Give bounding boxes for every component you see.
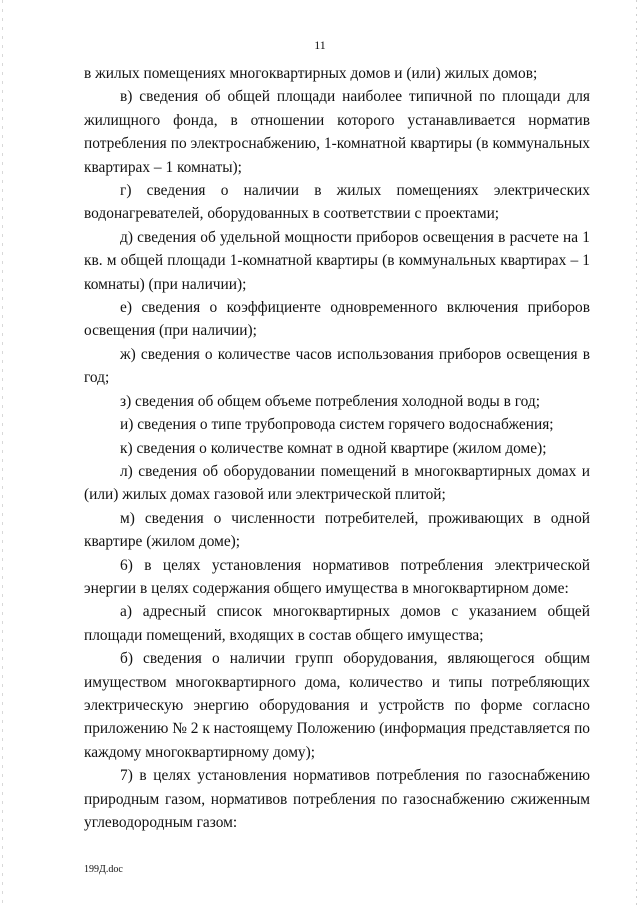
scan-edge-left xyxy=(2,0,3,905)
paragraph-item-v: в) сведения об общей площади наиболее типичной по площади для жилищного фонда, в отношении которого устанавливается норматив потребления по электроснабжению, 1-комнатной квартиры (в коммунальных квартирах – 1 комнаты); xyxy=(84,88,590,176)
paragraph-section-7: 7) в целях установления нормативов потребления по газоснабжению природным газом, нормативов потребления по газоснабжению сжиженным углеводородным газом: xyxy=(84,767,590,831)
document-body xyxy=(84,62,590,834)
paragraph-item-zh: ж) сведения о количестве часов использования приборов освещения в год; xyxy=(84,345,590,387)
paragraph-item-e: е) сведения о коэффициенте одновременного включения приборов освещения (при наличии); xyxy=(84,299,590,340)
page-number: 11 xyxy=(314,38,326,52)
paragraph-item-a: а) адресный список многоквартирных домов с указанием общей площади помещений, входящих в состав общего имущества; xyxy=(84,603,590,644)
paragraph-item-m: м) сведения о численности потребителей, проживающих в одной квартире (жилом доме); xyxy=(84,509,590,551)
paragraph-item-i: и) сведения о типе трубопровода систем горячего водоснабжения; xyxy=(120,416,554,434)
paragraph-item-b: б) сведения о наличии групп оборудования, являющегося общим имуществом многоквартирного дома, количество и типы потребляющих электрическую энергию оборудования и устройств по форме согласно приложению № 2 к настоящему Положению (информация представляется по каждому многоквартирному дому); xyxy=(84,650,591,761)
paragraph-continuation: в жилых помещениях многоквартирных домов и (или) жилых домов; xyxy=(84,65,538,82)
paragraph-item-z: з) сведения об общем объеме потребления холодной воды в год; xyxy=(120,392,541,410)
paragraph-section-6: 6) в целях установления нормативов потребления электрической энергии в целях содержания общего имущества в многоквартирном доме: xyxy=(84,556,590,597)
paragraph-item-l: л) сведения об оборудовании помещений в многоквартирных домах и (или) жилых домах газовой или электрической плитой; xyxy=(84,462,590,504)
paragraph-item-g: г) сведения о наличии в жилых помещениях электрических водонагревателей, оборудованных в соответствии с проектами; xyxy=(84,182,590,223)
scan-edge-right xyxy=(636,0,637,905)
footer-filename: 199Д.doc xyxy=(84,864,123,875)
paragraph-item-d: д) сведения об удельной мощности приборов освещения в расчете на 1 кв. м общей площади 1-комнатной квартиры (в коммунальных квартирах – 1 комнаты) (при наличии); xyxy=(84,228,590,293)
paragraph-item-k: к) сведения о количестве комнат в одной квартире (жилом доме); xyxy=(120,439,547,457)
